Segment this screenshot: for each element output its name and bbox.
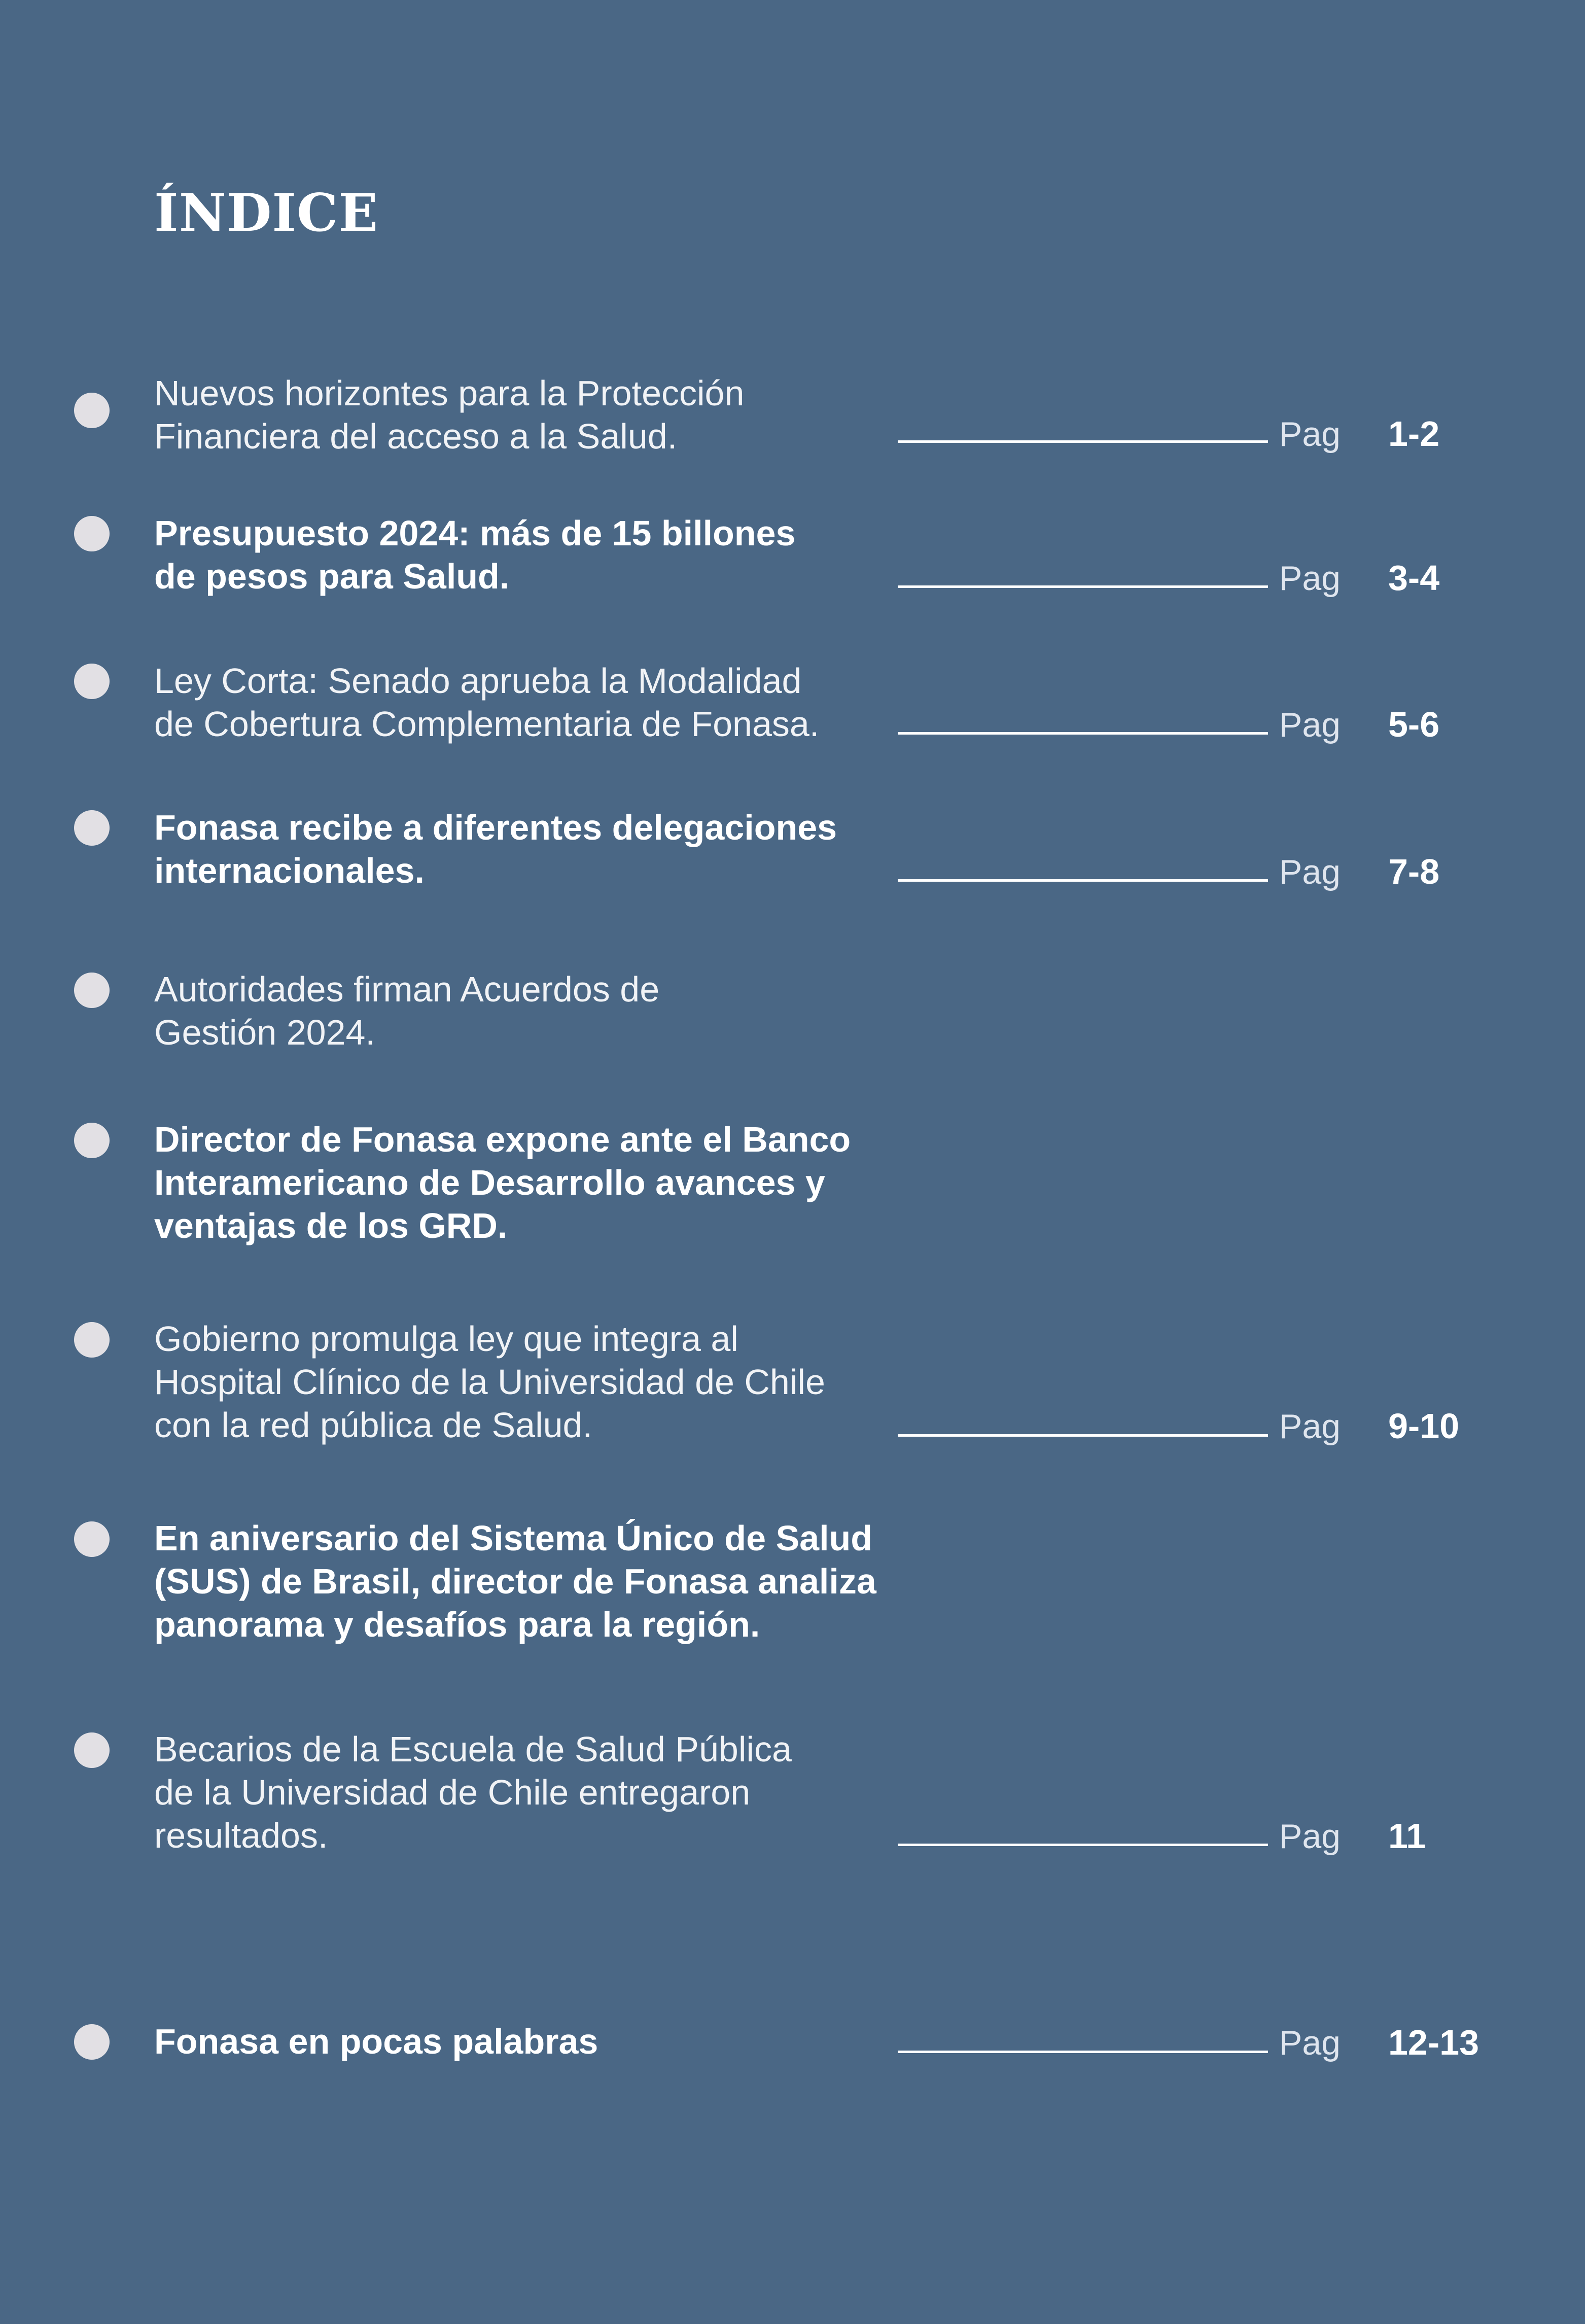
entry-title: Autoridades firman Acuerdos de Gestión 2024. (154, 969, 660, 1052)
bullet-icon (74, 1123, 110, 1158)
entry-title: Fonasa recibe a diferentes delegaciones internacionales. (154, 808, 837, 890)
page-label: Pag (1279, 559, 1341, 598)
page-number: 1-2 (1388, 414, 1440, 454)
bullet-icon (74, 1732, 110, 1768)
page-label: Pag (1279, 853, 1341, 891)
bullet-icon (74, 973, 110, 1008)
entry-title: Director de Fonasa expone ante el Banco Interamericano de Desarrollo avances y ventajas de los GRD. (154, 1120, 851, 1245)
page-number: 3-4 (1388, 558, 1440, 598)
bullet-icon (74, 810, 110, 846)
page-label: Pag (1279, 1407, 1341, 1446)
index-title: ÍNDICE (154, 183, 379, 244)
bullet-icon (74, 516, 110, 551)
page-number: 12-13 (1388, 2023, 1480, 2062)
leader-line (898, 2051, 1268, 2053)
bullet-icon (74, 1521, 110, 1557)
page-label: Pag (1279, 2024, 1341, 2062)
entry-title: En aniversario del Sistema Único de Salud (SUS) de Brasil, director de Fonasa analiza panorama y desafíos para la región. (154, 1518, 876, 1644)
leader-line (898, 1844, 1268, 1846)
entry-title: Gobierno promulga ley que integra al Hospital Clínico de la Universidad de Chile con la red pública de Salud. (154, 1319, 825, 1445)
page-number: 5-6 (1388, 705, 1440, 744)
bullet-icon (74, 664, 110, 699)
bullet-icon (74, 393, 110, 428)
page-number: 7-8 (1388, 852, 1440, 891)
leader-line (898, 585, 1268, 588)
bullet-icon (74, 1322, 110, 1358)
leader-line (898, 1434, 1268, 1437)
page-label: Pag (1279, 415, 1341, 454)
entry-title: Nuevos horizontes para la Protección Financiera del acceso a la Salud. (154, 373, 745, 456)
page-number: 11 (1388, 1816, 1426, 1856)
page-label: Pag (1279, 1817, 1341, 1856)
entry-title: Ley Corta: Senado aprueba la Modalidad de Cobertura Complementaria de Fonasa. (154, 661, 820, 744)
page-label: Pag (1279, 706, 1341, 744)
entry-title: Fonasa en pocas palabras (154, 2022, 598, 2061)
page-number: 9-10 (1388, 1406, 1460, 1446)
bullet-icon (74, 2024, 110, 2060)
entry-title: Presupuesto 2024: más de 15 billones de pesos para Salud. (154, 513, 796, 596)
leader-line (898, 732, 1268, 735)
leader-line (898, 440, 1268, 443)
leader-line (898, 879, 1268, 882)
entry-title: Becarios de la Escuela de Salud Pública de la Universidad de Chile entregaron resultados. (154, 1729, 792, 1855)
